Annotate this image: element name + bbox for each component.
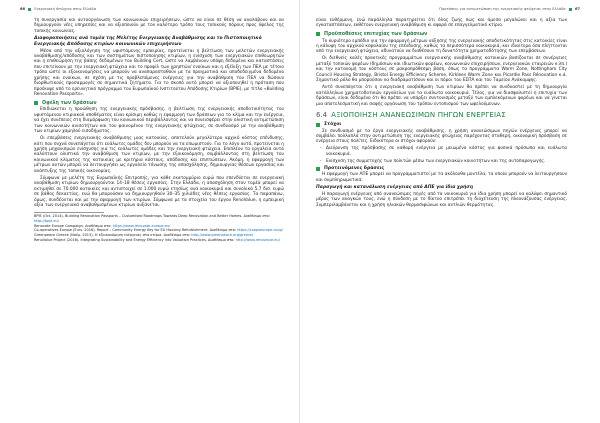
footnote-text: Renovate Europe Campaign. Διαθέσιμο στο: (34, 223, 112, 228)
footnote-link[interactable]: https://www.renovate-europe.eu/ (112, 223, 171, 228)
body-paragraph: Οι διεθνείς καλές πρακτικές προγραμμάτων ενεργειακής αναβάθμισης κατοικιών βασίζονται σε συνέργειες μεταξύ τοπικών φορέων (δημόσιων και ιδιωτικών φορέων, κοινωνικών επιχειρήσεων, ενεργειακών εταιρειών κ.λπ.) και την κατανομή του κόστους σε μακροπρόθεσμη βάση, όπως τα προγράμματα Warm Zone, Nottingham City Council Housing Strategy, Bristol Energy Efficiency Scheme, Kirklees Warm Zone και Picardie Pass Rénovation κ.ά. Σημαντικό ρόλο θα μπορούσαν να διαδραματίσουν και οι πόροι του ΕΣΠΑ και του Ταμείου Ανάκαμψης. (316, 56, 567, 84)
bullet-square-icon (34, 101, 38, 105)
footnote-link[interactable]: http://www.renovalue.eu/ (235, 237, 280, 242)
body-paragraph: Σύμφωνα με μελέτη της Ευρωπαϊκής Επιτροπής, για κάθε εκατομμύριο ευρώ που επενδύεται σε ενεργειακή αναβάθμιση κτιρίων δημιουργούνται 14–18 θέσεις εργασίας. Στην Ελλάδα, η απασχόληση στον τομέα μπορεί να εκτιμηθεί σε 70.000 κατοικίες και αντιστοιχεί σε 1.000 ευρώ ετησίως ανά νοικοκυριό και συνολικά 5,7 δισ. ευρώ σε βάθος δεκαετίας, ενώ θα μπορούσαν να δημιουργηθούν 30–35 χιλιάδες νέες θέσεις εργασίας. Τα παραπάνω, όμως, συνδέονται και με την εφαρμογή των κτιρίων. Σύμφωνα με τα στοιχεία του έργου RenoValue, η εμπειρική αξία των ενεργειακά αναβαθμισμένων κτιρίων αυξάνεται. (34, 175, 284, 209)
footnote-link[interactable]: http://www.greenpeace.org/greece/ (191, 232, 254, 237)
body-paragraph: Αυτό συνεπάγεται ότι η ενεργειακή αναβάθμιση των κτιρίων θα πρέπει να συνδυαστεί με τη δημιουργία κατάλληλων χρηματοδοτικών εργαλείων για τα ευάλωτα νοικοκυριά. Τέλος, για να διασφαλιστεί η επιτυχία των δράσεων, είναι δεδομένο ότι θα πρέπει να υπάρξει συντονισμός μεταξύ των εμπλεκόμενων φορέων και να γίνεται μια αποτελεσματική και σαφής οργάνωση του τρόπου εντοπισμού των ωφελούμενων. (316, 85, 567, 107)
left-page-number: 66 (20, 7, 26, 11)
bullet-square-icon (316, 32, 320, 36)
header-square-icon (569, 8, 572, 11)
right-page-title: Προτάσεις για αντιμετώπιση της ενεργειακής φτώχειας στην Ελλάδα (439, 7, 566, 11)
left-book-title: Ενεργειακή Φτώχεια στην Ελλάδα (34, 7, 97, 11)
section-heading-text: Οφέλη των δράσεων (42, 100, 97, 106)
footnote-text: BPIE (Oct. 2014). Building Renovation Passports – Customised Roadmaps Towards Deep Renovation and Better Homes. Διαθέσιμο στο: (34, 214, 270, 219)
italic-subheading: Παραγωγή και κατανάλωση ενέργειας από ΑΠΕ για ίδια χρήση (316, 185, 473, 191)
left-running-header (20, 7, 96, 11)
footnote (34, 238, 284, 243)
header-square-icon (28, 8, 31, 11)
bullet-square-icon (316, 123, 320, 127)
footnote-text: Co-operatives Europe (Eurs. 2016). Report – Community Energy Key for EU Housing Refurbishment. Διαθέσιμο στο: (34, 228, 237, 233)
section-heading (34, 101, 284, 106)
bullet-item: - Ενίσχυση της συμμετοχής των πολιτών μέσω των ενεργειακών κοινοτήτων και της αυτοπαραγωγής. (320, 159, 567, 164)
section-heading-text: Προϋποθέσεις επιτυχίας των δράσεων (324, 31, 428, 37)
subheading-text: Προτεινόμενες δράσεις (324, 166, 385, 172)
footnote-link[interactable]: https://coopseurope.coop/ (237, 228, 283, 233)
right-page (300, 0, 600, 423)
right-text-column (316, 18, 567, 210)
right-page-number: 67 (574, 7, 580, 11)
section-heading (316, 32, 567, 37)
body-paragraph: Η παραγωγή ενέργειας από ανανεώσιμες πηγές από τα νοικοκυριά για ίδια χρήση μπορεί να καλύψει σημαντικό μέρος των αναγκών τους, ενώ η σύνδεση με το δίκτυο επιτρέπει τη διοχέτευση της πλεονάζουσας ενέργειας. Συμπεριλαμβάνεται και η χρήση ηλιακών θερμοσιφώνων και αντλιών θερμότητας. (316, 191, 567, 208)
section-title: ΑΞΙΟΠΟΙΗΣΗ ΑΝΑΝΕΩΣΙΜΩΝ ΠΗΓΩΝ ΕΝΕΡΓΕΙΑΣ (331, 111, 506, 120)
body-paragraph: Επιδιώκεται η προώθηση της ενεργειακής πρόσβασης, η βελτίωση της ενεργειακής αποδοτικότητας του υφιστάμενου κτιριακού αποθέματος είναι κρίσιμη καθώς η εφαρμογή των δράσεων για το κλίμα και την ενέργεια, να έχει συνέπειες στη διαμόρφωση του κοινωνικού περιβάλλοντος και να συνεισφέρει στην ολιστική αντιμετώπιση των κοινωνικών ανισοτήτων και του φαινομένου της ενεργειακής φτώχειας, σε συνδυασμό με την αναβάθμιση των κτιρίων χαμηλού εισοδήματος. (34, 107, 284, 135)
chapter-section-heading (316, 111, 567, 119)
subheading (316, 166, 567, 171)
right-running-header (439, 7, 580, 11)
footnote-text: Greenpeace Greece (Νοέμ. 2013). Η εξοικονόμηση ενέργειας στα κτίρια. Διαθέσιμο στο: (34, 232, 191, 237)
body-paragraph: τη συνεργασία και αυτοοργάνωση των κοινωνικών επιχειρήσεων, ώστε να είναι σε θέση να αναλάβουν και να δημιουργούν νέες υπηρεσίες και να αξιοποιούν με τον καλύτερο τρόπο τους τοπικούς πόρους προς όφελος της τοπικής κοινωνίας. (34, 18, 284, 34)
footnote-rule (34, 212, 104, 213)
footnote (34, 214, 284, 223)
subheading-text: Στόχοι (324, 122, 342, 128)
footnote-text: RenoValue Project (2016). Integrating Sustainability and Energy Efficiency into Valuation Practices. Διαθέσιμο στο: (34, 237, 235, 242)
section-number: 6.4 (316, 111, 328, 120)
body-paragraph: Οι επεμβάσεις ενεργειακής αναβάθμισης μιας κατοικίας, αποτελούν μεγαλύτερο αρχικό κόστος επένδυσης, κάτι που συχνά συνεπάγεται ότι ευάλωτες ομάδες δεν μπορούν να τα επωμιστούν. Για το λόγο αυτό, προτείνεται η χρήση μηχανισμών ενίσχυσης για τις ευάλωτες ομάδες και την ενεργειακή φτώχεια. Επιπλέον τα εργαλεία αυτά καλύπτουν ολιστικά την αναβάθμιση των κτιρίων, με την εξοικονόμηση, συμβάλλοντας στη βελτίωση του κοινωνικού κλίματος της κατοικίας με κριτήρια κόστους, απόδοσης και επιπτώσεων. Ακόμη, η εφαρμογή των μέτρων αυτών μπορεί να λειτουργήσει ως εργαλείο τόνωσης της απασχόλησης, δημιουργίας θέσεων εργασίας και ανάπτυξης της τοπικής οικονομίας. (34, 136, 284, 174)
bullet-item: - Διεύρυνση της πρόσβασης σε καθαρή ενέργεια με μειωμένο κόστος για φυσικά πρόσωπα και ευάλωτα νοικοκυριά. (320, 146, 567, 157)
body-paragraph: Το κυριότερο εμπόδιο για την εφαρμογή μέτρων αύξησης της ενεργειακής αποδοτικότητας στις κατοικίες είναι η κάλυψη του αρχικού κεφαλαίου της επένδυσης, καθώς τα περισσότερα νοικοκυριά, και ιδιαίτερα όσα πλήττονται από την ενεργειακή φτώχεια, αδυνατούν να διαθέσουν τη δυνατότητα χρηματοδότησης των επεμβάσεων. (316, 38, 567, 55)
footnote-link[interactable]: http://bpie.eu/ (34, 218, 59, 223)
body-paragraph: Μέσα από την αξιολόγηση της υφιστάμενης εμπειρίας, προτείνεται η βελτίωση των μελετών ενεργειακής αναβάθμισης/απόδοσης και των συστημάτων πιστοποίησης κτιρίων, η ενίσχυση των ενεργειακών επιθεωρητών και η επιθεώρηση της βάσης δεδομένων του Building Cert, ώστε να λαμβάνουν υπόψη δεδομένα και καταστάσεις που επιτείνουν με την ενεργειακή φτώχεια και το προφίλ των χρηστών/ ενοίκων και η εξέλιξη των ΠΕΑ με τέτοιο τρόπο ώστε οι εξοικονομήσεις να μπορούν να αναπαρασταθούν με τα πραγματικά και αποδεδειγμένα δεδομένα χρήσης και ενοίκων, σε σχέση με τις προβλεπόμενες ενέργειες για την αναβάθμιση του ΠΕΑ να δώσουν διορθωτικούς προσαρμογές σε σημαντικά ζητήματα. Για το σκοπό αυτό μπορεί να αξιοποιηθεί η πρόταση που προέκυψε από το ερευνητικό πρόγραμμα του Ευρωπαϊκού Ινστιτούτου Απόδοσης Κτιρίων (BPIE), με τίτλο «Building Renovation Passports». (34, 48, 284, 98)
body-paragraph: είναι ευθέρμενη, ενώ παράλληλα παρατηρείται ότι όλος ζωής πως και άμεσα μεγαλώνει και η αξία των εγκαταστάσεων, εκθέτουν ενεργειακή αναβάθμιση κι αφορά σε επαγγελματικό κτίριο. (316, 18, 567, 29)
italic-subheading: Διαφοροποιήσεις ανά τομέα της Μελέτης Ενεργειακής Αναβάθμισης και το Πιστοποιητικό Ενεργειακής Απόδοσης κτιρίων κοινωνικών επιχειρήσεων (34, 36, 262, 47)
body-paragraph: Η εφαρμογή των ΑΠΕ μπορεί να προγραμματιστεί με τα ακόλουθα μοντέλα, τα οποία μπορούν να λειτουργήσουν και συμπληρωματικά: (316, 172, 567, 183)
body-paragraph: Σε συνδυασμό με τα έργα ενεργειακής αναβάθμισης, η χρήση ανανεώσιμων πηγών ενέργειας μπορεί να συμβάλει πολλαπλά στην αντιμετώπιση της ενεργειακής φτώχειας παρέχοντας σταθερή, οικονομική πρόσβαση σε ενέργεια στους πολίτες. Ειδικότερα οι στόχοι αφορούν: (316, 128, 567, 145)
left-text-column (34, 18, 284, 242)
subheading (316, 122, 567, 127)
bullet-square-icon (316, 167, 320, 171)
